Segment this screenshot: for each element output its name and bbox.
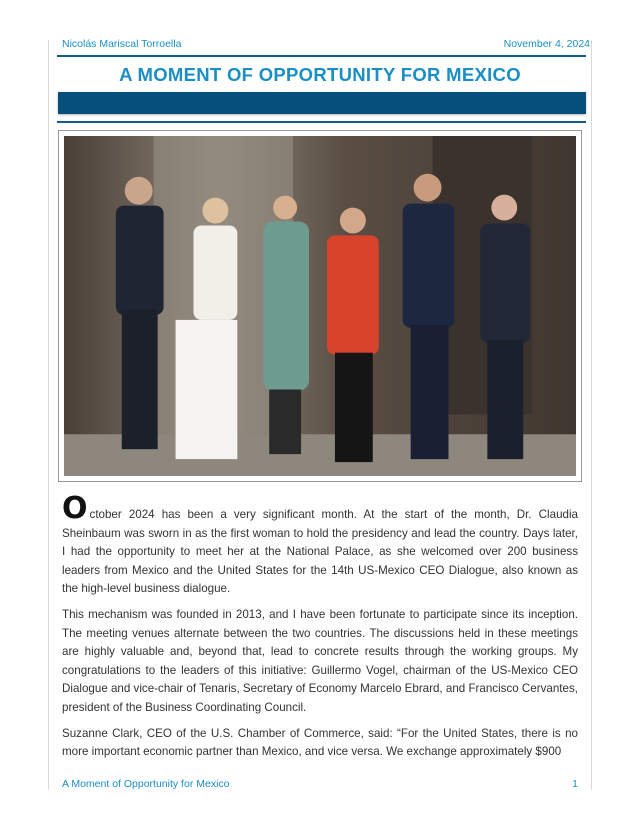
paragraph-3: Suzanne Clark, CEO of the U.S. Chamber of Commerce, said: “For the United States, there is no more important economic partner than Mexico, and vice versa. We exchange approximately $900	[62, 726, 578, 759]
page-number: 1	[572, 778, 578, 790]
page-footer	[62, 770, 578, 790]
article-body	[62, 491, 578, 769]
page-header	[62, 38, 590, 50]
paragraph-2: This mechanism was founded in 2013, and I have been fortunate to participate since its inception. The meeting venues alternate between the two countries. The discussions held in these meetings are highly valuable and, beyond that, lead to concrete results through the working groups. My congratulations to the leaders of this initiative: Guillermo Vogel, chairman of the US-Mexico CEO Dialogue and vice-chair of Tenaris, Secretary of Economy Marcelo Ebrard, and Francisco Cervantes, president of the Business Coordinating Council.	[62, 607, 578, 714]
page-title: A MOMENT OF OPPORTUNITY FOR MEXICO	[119, 64, 521, 85]
banner-rule	[57, 121, 586, 123]
title-banner	[58, 92, 586, 114]
author-name: Nicolás Mariscal Torroella	[62, 38, 182, 50]
drop-cap: O	[62, 491, 88, 526]
header-rule	[57, 55, 586, 57]
photo-image	[64, 136, 576, 476]
publication-date: November 4, 2024	[503, 38, 590, 50]
page-edge-right	[591, 40, 592, 790]
paragraph-1-text: ctober 2024 has been a very significant month. At the start of the month, Dr. Claudia Sheinbaum was sworn in as the first woman to hold the presidency and lead the country. Days later, I had the opportunity to meet her at the National Palace, as she welcomed over 200 business leaders from Mexico and the United States for the 14th US-Mexico CEO Dialogue, also known as the high-level business dialogue.	[62, 508, 578, 596]
page-edge-left	[48, 40, 49, 790]
footer-title: A Moment of Opportunity for Mexico	[62, 778, 230, 790]
group-photo	[58, 130, 582, 482]
content-flow	[62, 491, 578, 790]
paragraph-1	[62, 491, 578, 599]
